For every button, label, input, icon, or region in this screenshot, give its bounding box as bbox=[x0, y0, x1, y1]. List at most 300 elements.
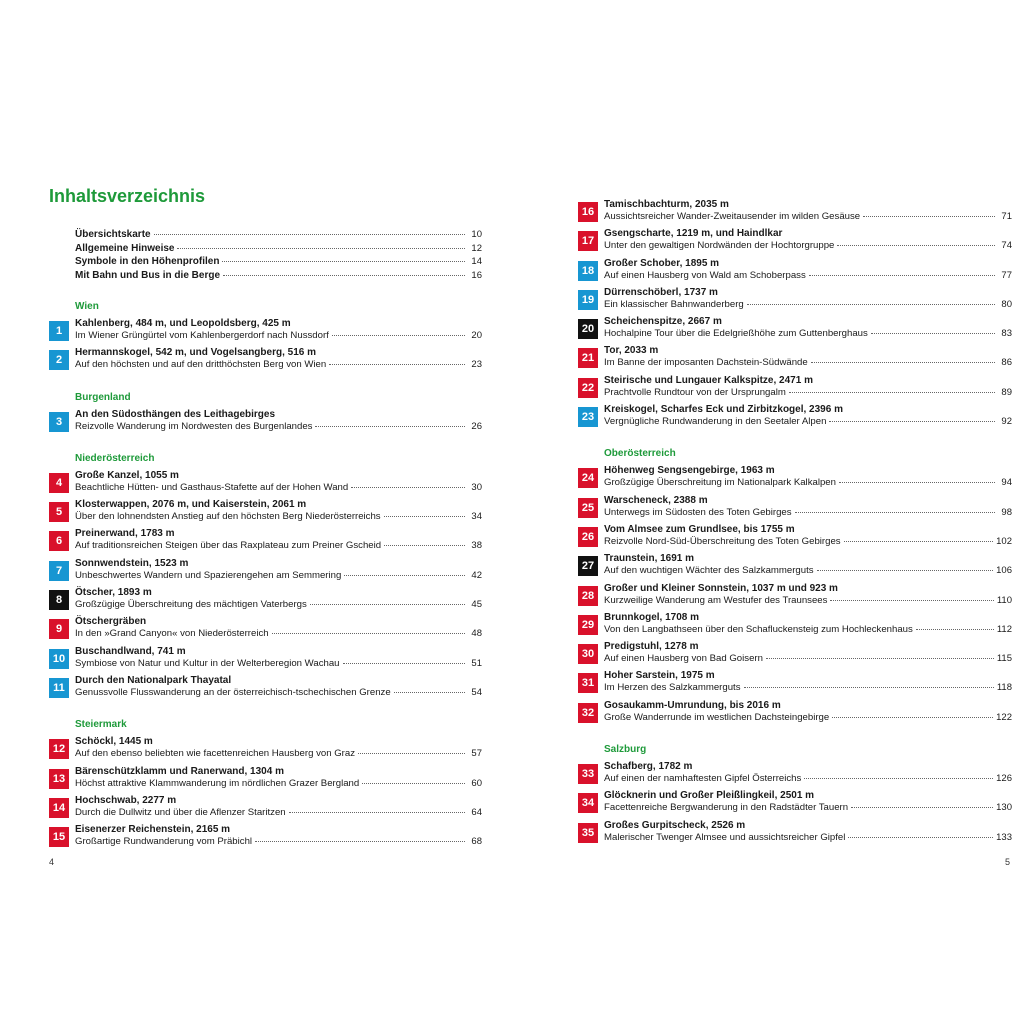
entry-description-line bbox=[75, 836, 482, 848]
toc-general-entry bbox=[75, 269, 482, 283]
entry-title: Gsengscharte, 1219 m, und Haindlkar bbox=[604, 228, 783, 240]
entry-title: Glöcknerin und Großer Pleißlingkeil, 2501 m bbox=[604, 790, 815, 802]
entry-text bbox=[604, 670, 1012, 694]
toc-entry bbox=[578, 820, 1012, 849]
toc-entry bbox=[49, 824, 482, 853]
tour-number-badge: 6 bbox=[49, 531, 69, 551]
tour-number-badge: 1 bbox=[49, 321, 69, 341]
entry-description-line bbox=[604, 270, 1012, 282]
entry-description: Symbiose von Natur und Kultur in der Welterberegion Wachau bbox=[75, 657, 340, 669]
dot-leader bbox=[315, 426, 465, 427]
page-ref: 98 bbox=[1001, 506, 1012, 518]
entry-description: Prachtvolle Rundtour von der Ursprungalm bbox=[604, 386, 786, 398]
entry-description-line bbox=[75, 599, 482, 611]
toc-title: Inhaltsverzeichnis bbox=[49, 186, 206, 206]
dot-leader bbox=[871, 333, 995, 334]
entry-title: Durch den Nationalpark Thayatal bbox=[75, 674, 232, 686]
entry-title: Kreiskogel, Scharfes Eck und Zirbitzkogel, 2396 m bbox=[604, 404, 843, 416]
entry-description: Über den lohnendsten Anstieg auf den höchsten Berg Niederösterreichs bbox=[75, 511, 381, 523]
entry-description-line bbox=[604, 416, 1012, 428]
entry-description: Auf den ebenso beliebten wie facettenreichen Hausberg von Graz bbox=[75, 748, 355, 760]
page-ref: 71 bbox=[1001, 211, 1012, 222]
toc-entry bbox=[578, 258, 1012, 287]
page-ref: 115 bbox=[996, 653, 1012, 665]
toc-entry bbox=[578, 641, 1012, 670]
toc-entry bbox=[578, 553, 1012, 582]
page-ref: 51 bbox=[471, 657, 482, 669]
region-heading: Wien bbox=[75, 301, 99, 312]
entry-title: Preinerwand, 1783 m bbox=[75, 528, 175, 540]
tour-number-badge: 19 bbox=[578, 290, 598, 310]
toc-entry bbox=[578, 670, 1012, 699]
entry-description-line bbox=[604, 240, 1012, 252]
entry-description: Reizvolle Nord-Süd-Überschreitung des Toten Gebirges bbox=[604, 535, 841, 547]
page-ref: 102 bbox=[996, 535, 1012, 547]
toc-entry bbox=[49, 766, 482, 795]
toc-entry bbox=[578, 287, 1012, 316]
steiermark-continued bbox=[578, 199, 1012, 433]
entry-text bbox=[604, 553, 1012, 577]
page-ref: 64 bbox=[471, 806, 482, 818]
page-ref: 34 bbox=[471, 511, 482, 523]
entry-text bbox=[604, 641, 1012, 665]
dot-leader bbox=[848, 837, 993, 838]
page-ref: 83 bbox=[1001, 328, 1012, 340]
tour-number-badge: 32 bbox=[578, 703, 598, 723]
entry-title: Dürrenschöberl, 1737 m bbox=[604, 286, 718, 298]
entry-description: Im Herzen des Salzkammerguts bbox=[604, 682, 741, 694]
region-heading: Steiermark bbox=[75, 719, 127, 731]
entry-description: Beachtliche Hütten- und Gasthaus-Stafette auf der Hohen Wand bbox=[75, 481, 349, 493]
entry-description: Großartige Rundwanderung vom Präbichl bbox=[75, 836, 253, 848]
entry-description: Aussichtsreicher Wander-Zweitausender im wilden Gesäuse bbox=[604, 211, 861, 222]
entry-description: Facettenreiche Bergwanderung in den Radstädter Tauern bbox=[604, 802, 849, 814]
toc-entry bbox=[49, 470, 482, 499]
entry-description: Im Banne der imposanten Dachstein-Südwände bbox=[604, 357, 808, 369]
entry-title: Vom Almsee zum Grundlsee, bis 1755 m bbox=[604, 523, 795, 535]
entry-text bbox=[75, 587, 482, 611]
entry-text bbox=[604, 790, 1012, 814]
page-ref: 23 bbox=[471, 359, 482, 371]
entry-description: Großzügige Überschreitung im Nationalpark Kalkalpen bbox=[604, 477, 836, 489]
entry-description: Auf einen Hausberg von Wald am Schoberpass bbox=[604, 269, 806, 281]
general-entries bbox=[75, 228, 482, 282]
entry-title: Tamischbachturm, 2035 m bbox=[604, 199, 729, 210]
entry-title: Schafberg, 1782 m bbox=[604, 761, 693, 773]
dot-leader bbox=[795, 512, 995, 513]
toc-entry bbox=[49, 616, 482, 645]
page-ref: 77 bbox=[1001, 269, 1012, 281]
entry-title: Steirische und Lungauer Kalkspitze, 2471 m bbox=[604, 374, 813, 386]
entry-description-line bbox=[75, 570, 482, 582]
tour-number-badge: 26 bbox=[578, 527, 598, 547]
page-ref: 94 bbox=[1001, 477, 1012, 489]
entry-text bbox=[604, 612, 1012, 636]
entry-text bbox=[75, 766, 482, 790]
entry-text bbox=[604, 583, 1012, 607]
toc-entry bbox=[578, 345, 1012, 374]
entry-text bbox=[75, 736, 482, 760]
entry-description-line bbox=[604, 682, 1012, 694]
tour-number-badge: 18 bbox=[578, 261, 598, 281]
dot-leader bbox=[343, 663, 466, 664]
tour-number-badge: 3 bbox=[49, 412, 69, 432]
entry-text bbox=[604, 258, 1012, 282]
entry-description: Reizvolle Wanderung im Nordwesten des Burgenlandes bbox=[75, 420, 313, 432]
toc-entry bbox=[49, 318, 482, 347]
dot-leader bbox=[351, 487, 465, 488]
page-ref: 12 bbox=[471, 242, 482, 254]
entry-label: Allgemeine Hinweise bbox=[75, 242, 175, 254]
entry-text bbox=[604, 228, 1012, 252]
page-ref: 110 bbox=[996, 594, 1012, 606]
entry-description-line bbox=[604, 565, 1012, 577]
page-ref: 16 bbox=[471, 269, 482, 281]
region-section bbox=[578, 447, 1012, 729]
toc-entry bbox=[578, 228, 1012, 257]
toc-entry bbox=[49, 646, 482, 675]
entry-description-line bbox=[604, 802, 1012, 814]
region-section bbox=[49, 300, 482, 377]
entry-title: Sonnwendstein, 1523 m bbox=[75, 557, 189, 569]
tour-number-badge: 4 bbox=[49, 473, 69, 493]
dot-leader bbox=[832, 717, 993, 718]
dot-leader bbox=[744, 687, 994, 688]
entry-label: Übersichtskarte bbox=[75, 229, 151, 240]
tour-number-badge: 2 bbox=[49, 350, 69, 370]
dot-leader bbox=[394, 692, 465, 693]
entry-text bbox=[75, 646, 482, 670]
page-ref: 54 bbox=[471, 686, 482, 698]
dot-leader bbox=[766, 658, 994, 659]
entry-description: Unterwegs im Südosten des Toten Gebirges bbox=[604, 506, 792, 518]
entry-title: An den Südosthängen des Leithagebirges bbox=[75, 408, 276, 420]
tour-number-badge: 35 bbox=[578, 823, 598, 843]
tour-number-badge: 17 bbox=[578, 231, 598, 251]
toc-entry bbox=[578, 375, 1012, 404]
entry-title: Großes Gurpitscheck, 2526 m bbox=[604, 819, 746, 831]
dot-leader bbox=[844, 541, 994, 542]
left-sections bbox=[49, 300, 482, 853]
page-ref: 38 bbox=[471, 540, 482, 552]
entry-text bbox=[75, 558, 482, 582]
entry-text bbox=[75, 347, 482, 371]
entry-description: Höchst attraktive Klammwanderung im nördlichen Grazer Bergland bbox=[75, 777, 360, 789]
toc-entry bbox=[49, 587, 482, 616]
entry-title: Scheichenspitze, 2667 m bbox=[604, 316, 722, 328]
page-ref: 122 bbox=[996, 711, 1012, 723]
page-ref: 45 bbox=[471, 599, 482, 611]
toc-entry bbox=[49, 528, 482, 557]
entry-description-line bbox=[604, 773, 1012, 785]
tour-number-badge: 24 bbox=[578, 468, 598, 488]
right-sections bbox=[578, 447, 1012, 849]
entry-text bbox=[604, 465, 1012, 489]
entry-description: Hochalpine Tour über die Edelgrießhöhe zum Guttenberghaus bbox=[604, 328, 868, 340]
dot-leader bbox=[851, 807, 993, 808]
entry-text bbox=[604, 820, 1012, 844]
tour-number-badge: 12 bbox=[49, 739, 69, 759]
entry-description-line bbox=[75, 807, 482, 819]
entry-title: Eisenerzer Reichenstein, 2165 m bbox=[75, 824, 231, 836]
entry-title: Gosaukamm-Umrundung, bis 2016 m bbox=[604, 699, 781, 711]
toc-entry bbox=[578, 700, 1012, 729]
page-ref: 68 bbox=[471, 836, 482, 848]
left-page-column bbox=[49, 185, 482, 867]
entry-title: Predigstuhl, 1278 m bbox=[604, 641, 699, 653]
tour-number-badge: 10 bbox=[49, 649, 69, 669]
toc-entry bbox=[578, 495, 1012, 524]
page-ref: 106 bbox=[996, 565, 1012, 577]
entry-text bbox=[75, 409, 482, 433]
toc-entry bbox=[49, 736, 482, 765]
entry-description-line bbox=[75, 330, 482, 342]
entry-description-line bbox=[604, 595, 1012, 607]
dot-leader bbox=[863, 216, 995, 217]
entry-description: In den »Grand Canyon« von Niederösterreich bbox=[75, 628, 269, 640]
entry-description-line bbox=[604, 299, 1012, 311]
page-ref: 57 bbox=[471, 748, 482, 760]
tour-number-badge: 7 bbox=[49, 561, 69, 581]
toc-entry bbox=[578, 199, 1012, 228]
toc-entry bbox=[578, 524, 1012, 553]
entry-text bbox=[75, 470, 482, 494]
entry-title: Hoher Sarstein, 1975 m bbox=[604, 670, 715, 682]
tour-number-badge: 25 bbox=[578, 498, 598, 518]
entry-description-line bbox=[75, 748, 482, 760]
entry-description-line bbox=[604, 712, 1012, 724]
entry-description-line bbox=[604, 536, 1012, 548]
entry-text bbox=[604, 287, 1012, 311]
entry-description-line bbox=[604, 477, 1012, 489]
tour-number-badge: 9 bbox=[49, 619, 69, 639]
dot-leader bbox=[329, 364, 465, 365]
page-ref: 86 bbox=[1001, 357, 1012, 369]
region-section bbox=[49, 452, 482, 704]
entry-text bbox=[75, 318, 482, 342]
dot-leader bbox=[789, 392, 995, 393]
entry-text bbox=[604, 375, 1012, 399]
tour-number-badge: 34 bbox=[578, 793, 598, 813]
page-ref: 14 bbox=[471, 256, 482, 267]
entry-description: Auf den höchsten und auf den dritthöchsten Berg von Wien bbox=[75, 359, 327, 371]
entry-text bbox=[75, 528, 482, 552]
dot-leader bbox=[272, 633, 465, 634]
entry-description: Großzügige Überschreitung des mächtigen Vaterbergs bbox=[75, 599, 307, 611]
dot-leader bbox=[384, 516, 465, 517]
entry-title: Ötscher, 1893 m bbox=[75, 587, 152, 599]
tour-number-badge: 22 bbox=[578, 378, 598, 398]
entry-description-line bbox=[604, 211, 1012, 223]
dot-leader bbox=[809, 275, 995, 276]
tour-number-badge: 13 bbox=[49, 769, 69, 789]
tour-number-badge: 14 bbox=[49, 798, 69, 818]
entry-text bbox=[604, 404, 1012, 428]
toc-general-entry bbox=[75, 228, 482, 242]
page-number-left: 4 bbox=[49, 857, 55, 867]
dot-leader bbox=[384, 545, 465, 546]
dot-leader bbox=[804, 778, 993, 779]
region-heading: Salzburg bbox=[604, 744, 647, 756]
right-page-column bbox=[578, 199, 1012, 863]
entry-description-line bbox=[75, 359, 482, 371]
page-ref: 26 bbox=[471, 420, 482, 432]
entry-description: Auf einen der namhaftesten Gipfel Österreichs bbox=[604, 773, 802, 785]
entry-title: Tor, 2033 m bbox=[604, 345, 659, 357]
region-heading: Oberösterreich bbox=[604, 448, 676, 460]
dot-leader bbox=[839, 482, 995, 483]
entry-title: Bärenschützklamm und Ranerwand, 1304 m bbox=[75, 765, 284, 777]
dot-leader bbox=[154, 234, 465, 235]
entry-title: Kahlenberg, 484 m, und Leopoldsberg, 425 m bbox=[75, 318, 291, 329]
page-ref: 74 bbox=[1001, 240, 1012, 252]
entry-title: Brunnkogel, 1708 m bbox=[604, 611, 700, 623]
page-ref: 80 bbox=[1001, 298, 1012, 310]
dot-leader bbox=[222, 261, 465, 262]
entry-title: Ötschergräben bbox=[75, 616, 147, 628]
entry-text bbox=[75, 675, 482, 699]
entry-description-line bbox=[604, 387, 1012, 399]
entry-title: Großer und Kleiner Sonnstein, 1037 m und 923 m bbox=[604, 582, 838, 594]
entry-description-line bbox=[604, 507, 1012, 519]
toc-entry bbox=[49, 675, 482, 704]
entry-description: Große Wanderrunde im westlichen Dachsteingebirge bbox=[604, 711, 830, 723]
entry-description-line bbox=[604, 653, 1012, 665]
tour-number-badge: 8 bbox=[49, 590, 69, 610]
page-ref: 89 bbox=[1001, 386, 1012, 398]
entry-title: Höhenweg Sengsengebirge, 1963 m bbox=[604, 465, 775, 477]
entry-description-line bbox=[75, 482, 482, 494]
tour-number-badge: 20 bbox=[578, 319, 598, 339]
dot-leader bbox=[177, 248, 465, 249]
entry-text bbox=[604, 316, 1012, 340]
toc-entry bbox=[49, 558, 482, 587]
region-section bbox=[49, 718, 482, 853]
entry-description: Auf traditionsreichen Steigen über das Raxplateau zum Preiner Gscheid bbox=[75, 540, 382, 552]
page-ref: 30 bbox=[471, 481, 482, 493]
toc-entry bbox=[578, 583, 1012, 612]
toc-general-entry bbox=[75, 255, 482, 269]
dot-leader bbox=[223, 275, 465, 276]
tour-number-badge: 15 bbox=[49, 827, 69, 847]
entry-description-line bbox=[75, 687, 482, 699]
tour-number-badge: 11 bbox=[49, 678, 69, 698]
tour-number-badge: 33 bbox=[578, 764, 598, 784]
dot-leader bbox=[289, 812, 465, 813]
entry-description: Auf einen Hausberg von Bad Goisern bbox=[604, 653, 763, 665]
entry-text bbox=[75, 616, 482, 640]
page-ref: 92 bbox=[1001, 416, 1012, 428]
toc-general-entry bbox=[75, 242, 482, 256]
dot-leader bbox=[332, 335, 465, 336]
entry-title: Klosterwappen, 2076 m, und Kaiserstein, 2061 m bbox=[75, 499, 307, 511]
toc-entry bbox=[578, 465, 1012, 494]
entry-description-line bbox=[604, 357, 1012, 369]
dot-leader bbox=[817, 570, 994, 571]
entry-description: Unter den gewaltigen Nordwänden der Hochtorgruppe bbox=[604, 240, 835, 252]
region-section bbox=[49, 391, 482, 438]
tour-number-badge: 5 bbox=[49, 502, 69, 522]
page-number-right: 5 bbox=[1005, 857, 1011, 867]
page-ref: 126 bbox=[996, 773, 1012, 785]
toc-entry bbox=[578, 316, 1012, 345]
entry-title: Buschandlwand, 741 m bbox=[75, 645, 186, 657]
toc-entry bbox=[49, 347, 482, 376]
entry-description: Von den Langbathseen über den Schafluckensteig zum Hochleckenhaus bbox=[604, 623, 913, 635]
toc-entry bbox=[578, 790, 1012, 819]
entry-description-line bbox=[604, 832, 1012, 844]
dot-leader bbox=[829, 421, 995, 422]
tour-number-badge: 27 bbox=[578, 556, 598, 576]
toc-entry bbox=[49, 499, 482, 528]
tour-number-badge: 29 bbox=[578, 615, 598, 635]
page-ref: 42 bbox=[471, 569, 482, 581]
region-section bbox=[578, 743, 1012, 849]
region-heading: Niederösterreich bbox=[75, 452, 155, 464]
entry-title: Hermannskogel, 542 m, und Vogelsangberg, 516 m bbox=[75, 347, 317, 359]
entry-text bbox=[604, 761, 1012, 785]
entry-description: Ein klassischer Bahnwanderberg bbox=[604, 298, 744, 310]
page-ref: 60 bbox=[471, 777, 482, 789]
tour-number-badge: 21 bbox=[578, 348, 598, 368]
tour-number-badge: 16 bbox=[578, 202, 598, 222]
entry-title: Großer Schober, 1895 m bbox=[604, 257, 720, 269]
entry-text bbox=[604, 495, 1012, 519]
entry-description: Auf den wuchtigen Wächter des Salzkammerguts bbox=[604, 565, 814, 577]
dot-leader bbox=[358, 753, 465, 754]
page-ref: 48 bbox=[471, 628, 482, 640]
entry-label: Symbole in den Höhenprofilen bbox=[75, 256, 220, 267]
dot-leader bbox=[255, 841, 465, 842]
entry-description: Genussvolle Flusswanderung an der österreichisch-tschechischen Grenze bbox=[75, 686, 391, 698]
page-ref: 20 bbox=[471, 330, 482, 341]
toc-entry bbox=[578, 761, 1012, 790]
entry-text bbox=[604, 199, 1012, 223]
entry-text bbox=[604, 345, 1012, 369]
dot-leader bbox=[344, 575, 465, 576]
entry-title: Traunstein, 1691 m bbox=[604, 553, 695, 565]
entry-description: Im Wiener Grüngürtel vom Kahlenbergerdorf nach Nussdorf bbox=[75, 330, 329, 341]
dot-leader bbox=[362, 783, 465, 784]
tour-number-badge: 30 bbox=[578, 644, 598, 664]
entry-description-line bbox=[75, 658, 482, 670]
dot-leader bbox=[916, 629, 994, 630]
entry-description-line bbox=[75, 511, 482, 523]
dot-leader bbox=[310, 604, 465, 605]
page-ref: 133 bbox=[996, 831, 1012, 843]
toc-entry bbox=[49, 795, 482, 824]
tour-number-badge: 28 bbox=[578, 586, 598, 606]
page-ref: 10 bbox=[471, 229, 482, 240]
entry-description: Kurzweilige Wanderung am Westufer des Traunsees bbox=[604, 594, 828, 606]
toc-entry bbox=[578, 612, 1012, 641]
entry-text bbox=[75, 824, 482, 848]
entry-text bbox=[604, 524, 1012, 548]
entry-text bbox=[75, 499, 482, 523]
entry-label: Mit Bahn und Bus in die Berge bbox=[75, 269, 221, 281]
toc-entry bbox=[578, 404, 1012, 433]
dot-leader bbox=[747, 304, 995, 305]
dot-leader bbox=[830, 600, 993, 601]
entry-description: Durch die Dullwitz und über die Aflenzer Staritzen bbox=[75, 806, 286, 818]
dot-leader bbox=[837, 245, 995, 246]
entry-text bbox=[75, 795, 482, 819]
entry-description-line bbox=[75, 778, 482, 790]
entry-description-line bbox=[604, 328, 1012, 340]
entry-description-line bbox=[75, 540, 482, 552]
entry-text bbox=[604, 700, 1012, 724]
entry-description: Malerischer Twenger Almsee und aussichtsreicher Gipfel bbox=[604, 831, 846, 843]
